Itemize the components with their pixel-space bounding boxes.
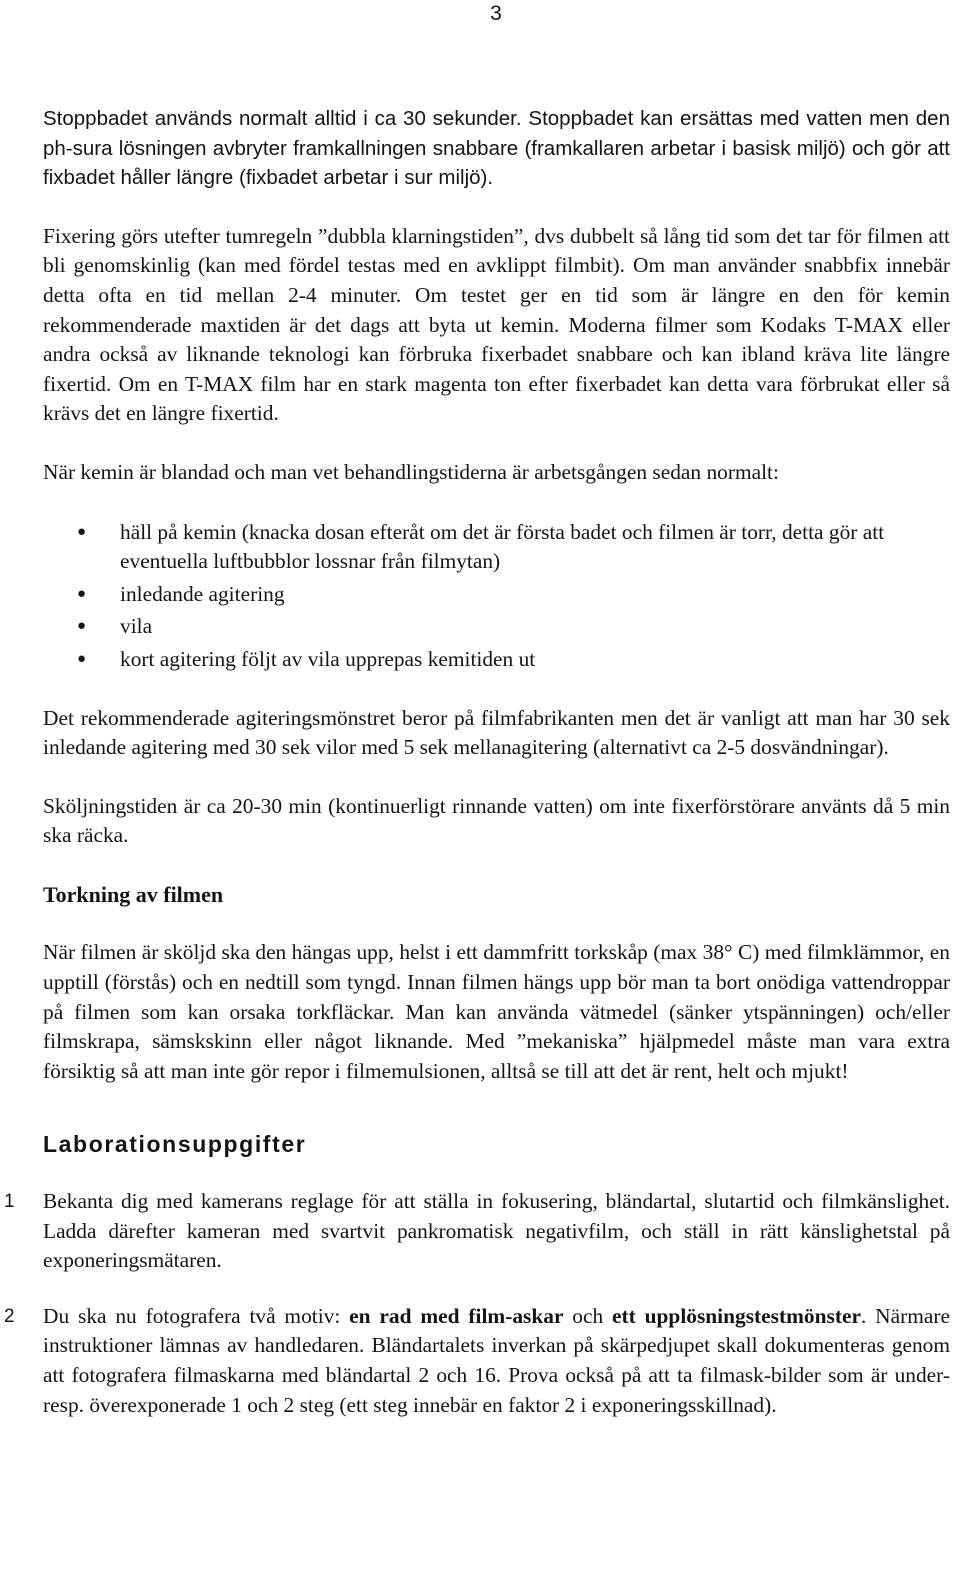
paragraph-arbetsgang: När kemin är blandad och man vet behandlingstiderna är arbetsgången sedan normalt: [43,459,779,484]
task-text: Bekanta dig med kamerans reglage för att ställa in fokusering, bländartal, slutartid och filmkänslighet. Ladda därefter kameran med svartvit pankromatisk negativfilm, och ställ in rätt känslighetstal på exponeringsmätaren. [43,1189,950,1273]
task-item [4,1302,950,1420]
paragraph-skoljning: Sköljningstiden är ca 20-30 min (kontinuerligt rinnande vatten) om inte fixerförstörare använts då 5 min ska räcka. [43,793,950,848]
list-item: ● inledande agitering [43,580,950,610]
task-number: 1 [4,1191,15,1213]
task-text-rest: . Närmare instruktioner lämnas av handledaren. Bländartalets inverkan på skärpedjupet skall dokumenteras genom att fotografera filmaskarna med bländartal 2 och 16. Prova också på att ta filmask-bilder som är under- resp. överexponerade 1 och 2 steg (ett steg innebär en faktor 2 i exponeringsskillnad). [43,1303,950,1417]
list-item: ● kort agitering följt av vila upprepas kemitiden ut [43,645,950,675]
task-text-bold: ett upplösningstestmönster [612,1303,861,1328]
list-item: ● häll på kemin (knacka dosan efteråt om det är första badet och filmen är torr, detta gör att eventuella luftbubblor lossnar från filmytan) [43,518,950,577]
process-step-list [43,518,950,675]
task-text-bold: en rad med film-askar [349,1303,564,1328]
paragraph-stoppbad: Stoppbadet används normalt alltid i ca 30 sekunder. Stoppbadet kan ersättas med vatten men den ph-sura lösningen avbryter framkallningen snabbare (framkallaren arbetar i basisk miljö) och gör att fixbadet håller längre (fixbadet arbetar i sur miljö). [43,107,950,190]
task-number: 2 [4,1305,15,1327]
paragraph-torkning: När filmen är sköljd ska den hängas upp, helst i ett dammfritt torkskåp (max 38° C) med filmklämmor, en upptill (förstås) och en nedtill som tyngd. Innan filmen hängs upp bör man ta bort onödiga vattendroppar på filmen som kan orsaka torkfläckar. Man kan använda vätmedel (sänker ytspänningen) och/eller filmskrapa, sämskskinn eller något liknande. Med ”mekaniska” hjälpmedel måste man vara extra försiktig så att man inte gör repor i filmemulsionen, alltså se till att det är rent, helt och mjukt! [43,940,950,1083]
task-item [4,1187,950,1276]
task-text-intro: Du ska nu fotografera två motiv: [43,1303,350,1328]
task-text-mid: och [563,1303,613,1328]
document-body [4,104,950,1446]
heading-laborationsuppgifter: Laborationsuppgifter [43,1131,307,1158]
paragraph-fixering: Fixering görs utefter tumregeln ”dubbla klarningstiden”, dvs dubbelt så lång tid som det tar för filmen att bli genomskinlig (kan med fördel testas med en avklippt filmbit). Om man använder snabbfix innebär detta ofta en tid mellan 2-4 minuter. Om testet ger en tid som är längre en den för kemin rekommenderade maxtiden är det dags att byta ut kemin. Moderna filmer som Kodaks T-MAX eller andra också av liknande teknologi kan förbruka fixerbadet snabbare och kan ibland kräva lite längre fixertid. Om en T-MAX film har en stark magenta ton efter fixerbadet kan detta vara förbrukat eller så krävs det en längre fixertid. [43,223,950,426]
heading-torkning: Torkning av filmen [43,881,224,907]
list-item: ● vila [43,612,950,642]
page-number: 3 [490,2,502,25]
paragraph-agitering: Det rekommenderade agiteringsmönstret beror på filmfabrikanten men det är vanligt att man har 30 sek inledande agitering med 30 sek vilor med 5 sek mellanagitering (alternativt ca 2-5 dosvändningar). [43,705,950,760]
